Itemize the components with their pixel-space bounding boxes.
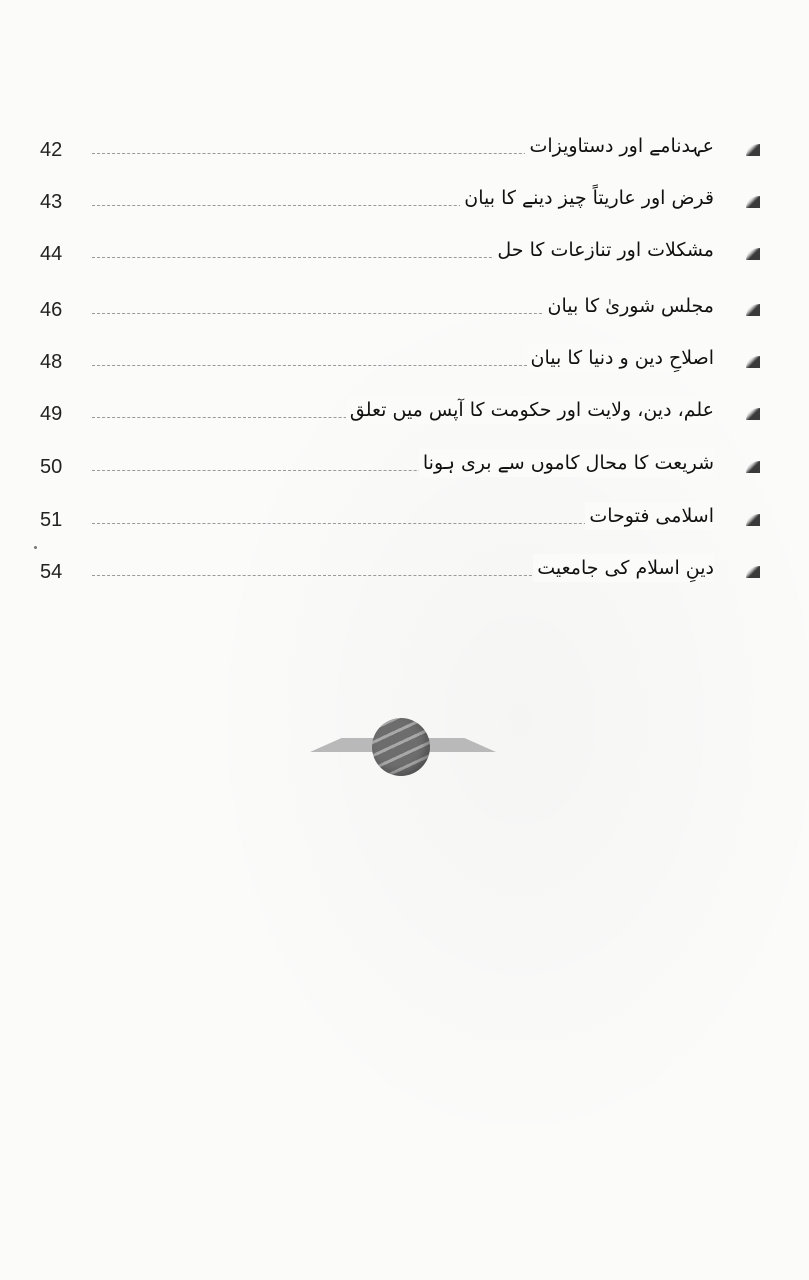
toc-entry[interactable] xyxy=(40,542,760,582)
quarter-circle-bullet-icon xyxy=(746,461,760,473)
globe-wings-ornament-icon xyxy=(310,718,496,766)
toc-entry[interactable] xyxy=(40,120,760,160)
toc-entry[interactable] xyxy=(40,280,760,320)
quarter-circle-bullet-icon xyxy=(746,566,760,578)
quarter-circle-bullet-icon xyxy=(746,304,760,316)
quarter-circle-bullet-icon xyxy=(746,144,760,156)
dotted-leader xyxy=(92,523,622,524)
page-number: 44 xyxy=(40,243,63,265)
quarter-circle-bullet-icon xyxy=(746,248,760,260)
entry-title: شریعت کا محال کاموں سے بری ہونا xyxy=(419,449,714,477)
entry-title: عہدنامے اور دستاویزات xyxy=(525,132,714,160)
dotted-leader xyxy=(92,470,472,471)
quarter-circle-bullet-icon xyxy=(746,514,760,526)
print-speck xyxy=(34,546,37,549)
toc-entry[interactable] xyxy=(40,384,760,424)
entry-title: دینِ اسلام کی جامعیت xyxy=(533,554,714,582)
page-number: 46 xyxy=(40,299,63,321)
page-number: 50 xyxy=(40,456,63,478)
quarter-circle-bullet-icon xyxy=(746,196,760,208)
dotted-leader xyxy=(92,205,512,206)
toc-entry[interactable] xyxy=(40,172,760,212)
globe-icon xyxy=(372,718,430,776)
toc-entry[interactable] xyxy=(40,224,760,264)
dotted-leader xyxy=(92,365,532,366)
page-number: 49 xyxy=(40,403,63,425)
dotted-leader xyxy=(92,313,562,314)
entry-title: مشکلات اور تنازعات کا حل xyxy=(493,236,714,264)
entry-title: مجلس شوریٰ کا بیان xyxy=(544,292,714,320)
toc-entry[interactable] xyxy=(40,490,760,530)
entry-title: اسلامی فتوحات xyxy=(585,502,714,530)
dotted-leader xyxy=(92,575,552,576)
toc-entry[interactable] xyxy=(40,332,760,372)
dotted-leader xyxy=(92,257,512,258)
page-number: 43 xyxy=(40,191,63,213)
page-number: 42 xyxy=(40,139,63,161)
entry-title: علم، دین، ولایت اور حکومت کا آپس میں تعلق xyxy=(346,396,714,424)
quarter-circle-bullet-icon xyxy=(746,356,760,368)
dotted-leader xyxy=(92,153,562,154)
page-number: 54 xyxy=(40,561,63,583)
entry-title: اصلاحِ دین و دنیا کا بیان xyxy=(527,344,714,372)
toc-entry[interactable] xyxy=(40,437,760,477)
page-number: 51 xyxy=(40,509,63,531)
quarter-circle-bullet-icon xyxy=(746,408,760,420)
entry-title: قرض اور عاریتاً چیز دینے کا بیان xyxy=(460,184,714,212)
page-number: 48 xyxy=(40,351,63,373)
